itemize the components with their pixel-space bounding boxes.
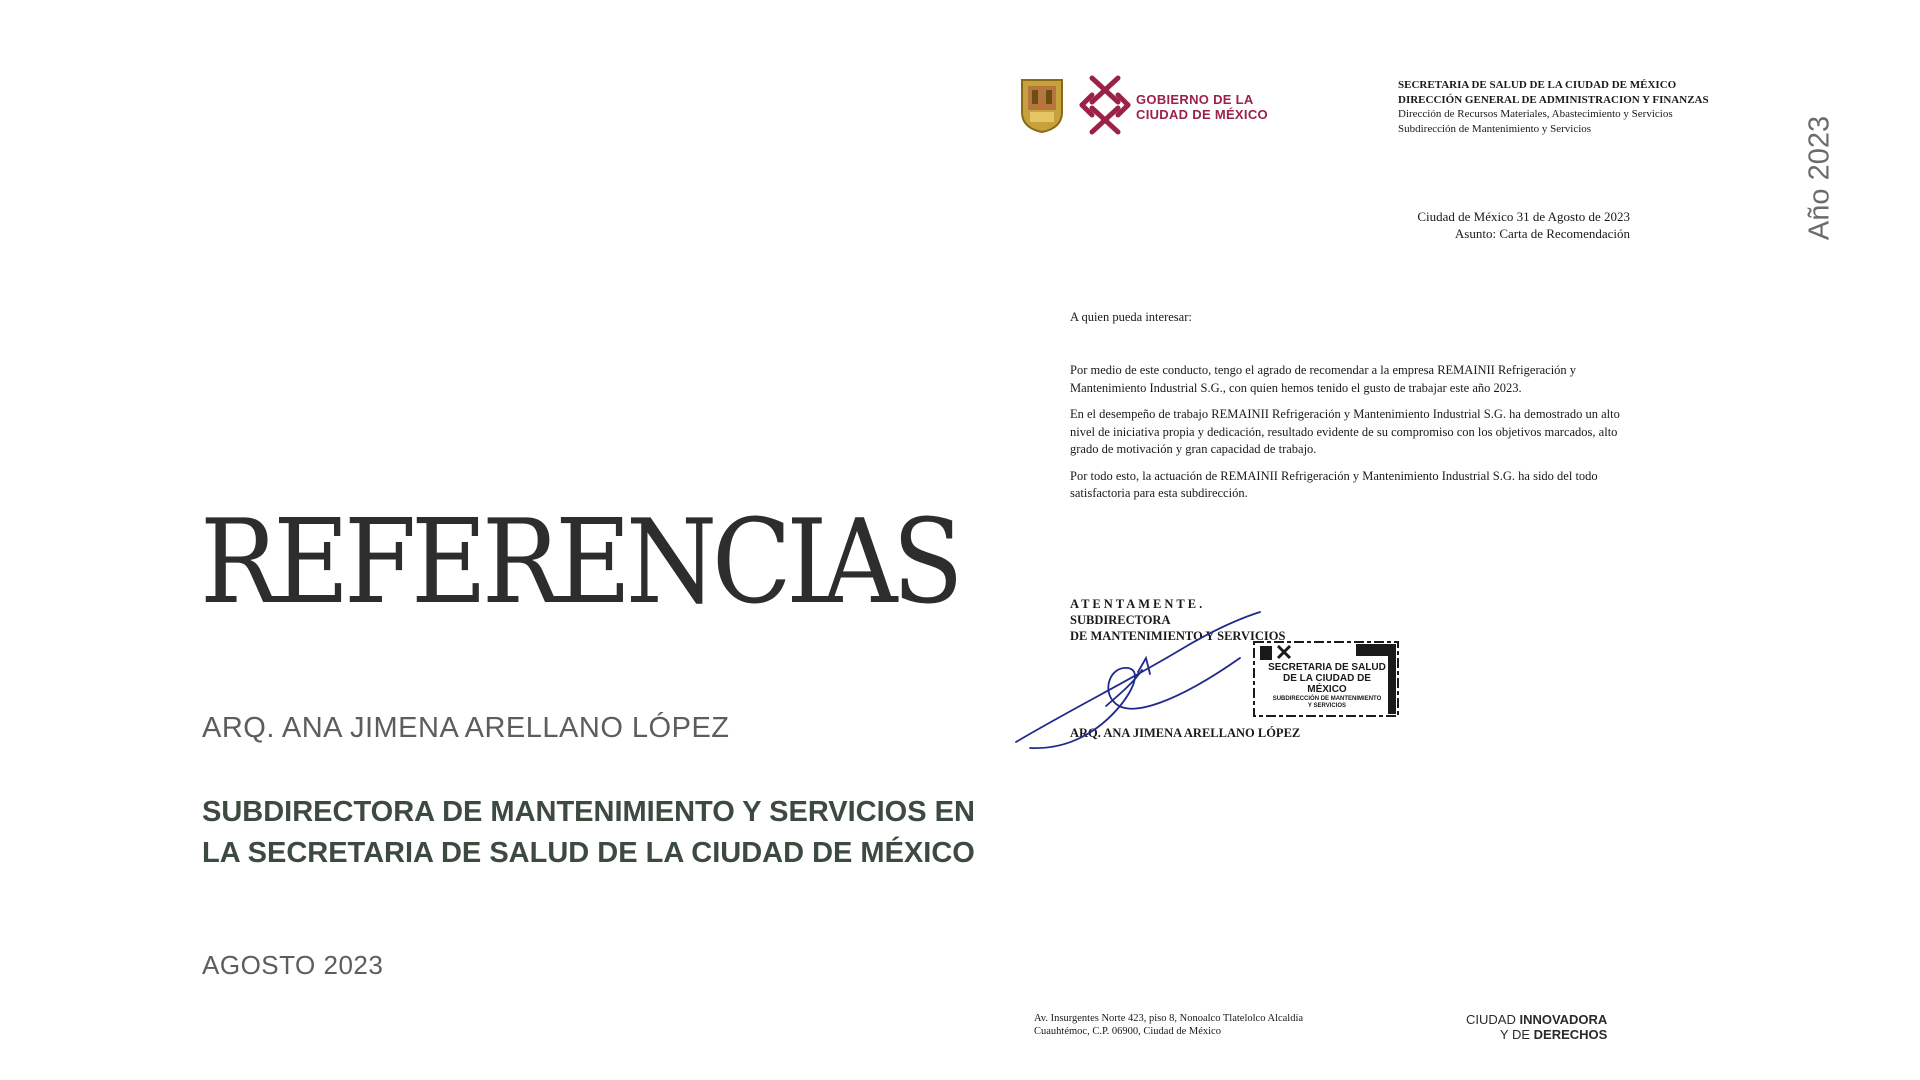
letter-paragraph: Por todo esto, la actuación de REMAINII Refrigeración y Mantenimiento Industrial S.G. ha sido del todo satisfactoria para esta subdirección. bbox=[1070, 468, 1598, 500]
stamp-line: Y SERVICIOS bbox=[1307, 703, 1347, 709]
gov-wordmark-line2: CIUDAD DE MÉXICO bbox=[1136, 107, 1268, 122]
stamp-line: DE LA CIUDAD DE MÉXICO bbox=[1283, 673, 1371, 695]
footer-slogan-bold: DERECHOS bbox=[1533, 1027, 1608, 1042]
letter-address: Av. Insurgentes Norte 423, piso 8, Nonoalco Tlatelolco Alcaldía Cuauhtémoc, C.P. 06900, Ciudad de México bbox=[1034, 1013, 1304, 1037]
letter-place-date: Ciudad de México 31 de Agosto de 2023 bbox=[1417, 209, 1630, 224]
reference-role: SUBDIRECTORA DE MANTENIMIENTO Y SERVICIOS EN LA SECRETARIA DE SALUD DE LA CIUDAD DE MÉXICO bbox=[202, 796, 975, 869]
footer-slogan-plain: CIUDAD bbox=[1466, 1012, 1520, 1027]
reference-date: AGOSTO 2023 bbox=[202, 950, 384, 980]
year-label-text: Año 2023 bbox=[1803, 115, 1836, 241]
gobierno-cdmx-logo-icon bbox=[1078, 72, 1132, 138]
gov-wordmark-line1: GOBIERNO DE LA bbox=[1136, 92, 1254, 107]
letter-paragraph: En el desempeño de trabajo REMAINII Refrigeración y Mantenimiento Industrial S.G. ha demostrado un alto nivel de iniciativa propia y dedicación, resultado evidente de su compromiso con los objetivos marcados, alto grado de motivación y gran capacidad de trabajo. bbox=[1070, 407, 1620, 456]
year-label bbox=[1800, 108, 1840, 248]
closing-line: ATENTAMENTE. bbox=[1070, 597, 1206, 611]
letter-subject: Asunto: Carta de Recomendación bbox=[1454, 226, 1630, 241]
footer-slogan-plain: Y DE bbox=[1499, 1027, 1534, 1042]
cdmx-shield-icon bbox=[1020, 78, 1064, 134]
letterhead-line: SECRETARIA DE SALUD DE LA CIUDAD DE MÉXICO bbox=[1398, 79, 1677, 91]
stamp-line: SUBDIRECCIÓN DE MANTENIMIENTO bbox=[1272, 696, 1382, 702]
closing-line: SUBDIRECTORA bbox=[1070, 613, 1171, 627]
handwritten-signature-icon bbox=[1010, 610, 1270, 750]
recommendation-letter bbox=[1000, 50, 1760, 1080]
letterhead-line: Subdirección de Mantenimiento y Servicios bbox=[1398, 122, 1592, 135]
reference-name: ARQ. ANA JIMENA ARELLANO LÓPEZ bbox=[202, 712, 730, 744]
footer-slogan-bold: INNOVADORA bbox=[1519, 1012, 1608, 1027]
letterhead-line: Dirección de Recursos Materiales, Abastecimiento y Servicios bbox=[1398, 108, 1673, 120]
stamp-title bbox=[1266, 662, 1388, 695]
page-title: REFERENCIAS bbox=[200, 495, 959, 630]
letter-date-block bbox=[1417, 208, 1630, 242]
letter-salutation: A quien pueda interesar: bbox=[1070, 310, 1192, 324]
footer-slogan bbox=[1466, 1012, 1607, 1042]
closing-line: DE MANTENIMIENTO Y SERVICIOS bbox=[1070, 629, 1286, 643]
gov-wordmark bbox=[1136, 92, 1268, 122]
letter-paragraph: Por medio de este conducto, tengo el agrado de recomendar a la empresa REMAINII Refrigeración y Mantenimiento Industrial S.G., con quien hemos tenido el gusto de trabajar este año 2023. bbox=[1070, 363, 1577, 395]
footer-slogan-line2 bbox=[1466, 1027, 1607, 1042]
letter-body bbox=[1070, 362, 1630, 512]
stamp-line: SECRETARIA DE SALUD bbox=[1268, 662, 1386, 673]
stamp-subtitle bbox=[1266, 696, 1388, 710]
footer-slogan-line1 bbox=[1466, 1012, 1607, 1027]
letterhead bbox=[1398, 78, 1709, 136]
letterhead-line: DIRECCIÓN GENERAL DE ADMINISTRACION Y FINANZAS bbox=[1398, 93, 1709, 106]
letter-signer: ARQ. ANA JIMENA ARELLANO LÓPEZ bbox=[1070, 726, 1301, 740]
